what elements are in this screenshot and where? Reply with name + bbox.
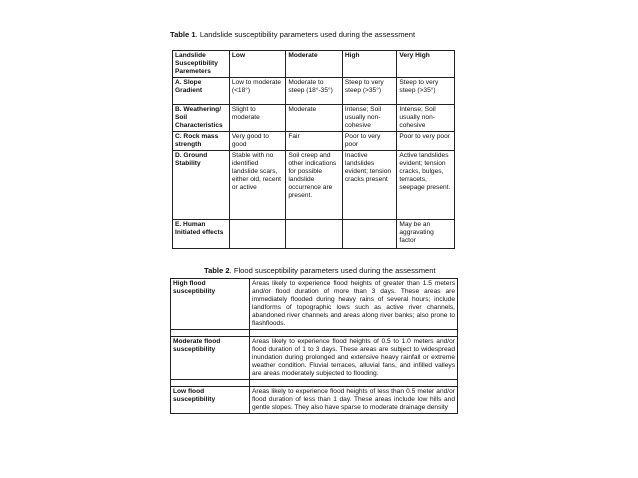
table1-caption-text: . Landslide susceptibility parameters used during the assessment [195,30,416,39]
param-cell: B. Weathering/ Soil Characteristics [173,105,230,132]
flood-level-label: Moderate flood susceptibility [171,337,250,380]
low-cell: Slight to moderate [229,105,285,132]
low-cell: Very good to good [229,132,285,151]
table-header-row [173,51,455,78]
param-cell: E. Human Initiated effects [173,220,230,249]
high-cell [342,220,397,249]
flood-susceptibility-table [170,278,458,414]
moderate-cell: Fair [286,132,343,151]
table-row [173,105,455,132]
table-row [171,387,458,414]
flood-level-label: High flood susceptibility [171,279,250,330]
moderate-cell: Moderate to steep (18°-35°) [286,78,343,105]
header-moderate: Moderate [286,51,343,78]
header-parameters: Landslide Susceptibility Paremeters [173,51,230,78]
very-high-cell: Poor to very poor [397,132,455,151]
table1-caption-label: Table 1 [170,30,196,39]
flood-level-description: Areas likely to experience flood heights of less than 0.5 meter and/or flood duration of less than 1 day. These areas include low hills and gentle slopes. They also have sparse to moderate drainage density [250,387,458,414]
very-high-cell: Intense; Soil usually non-cohesive [397,105,455,132]
row-spacer [171,380,458,387]
table-row [173,78,455,105]
param-cell: D. Ground Stability [173,151,230,220]
high-cell: Poor to very poor [342,132,397,151]
table2-caption-text: . Flood susceptibility parameters used during the assessment [229,266,436,275]
moderate-cell: Soil creep and other indications for possible landslide occurrence are present. [286,151,343,220]
row-spacer [171,330,458,337]
table-row [173,220,455,249]
table-row [173,132,455,151]
table2-caption-label: Table 2 [204,266,230,275]
table2-caption [204,266,436,275]
table-row [171,279,458,330]
flood-level-label: Low flood susceptibility [171,387,250,414]
flood-level-description: Areas likely to experience flood heights of 0.5 to 1.0 meters and/or flood duration of 1 to 3 days. These areas are subject to widespread inundation during prolonged and extensive heavy rainfall or extreme weather condition. Fluvial terraces, alluvial fans, and infilled valleys are areas moderately subjected to flooding. [250,337,458,380]
header-low: Low [229,51,285,78]
table-row [171,337,458,380]
high-cell: Inactive landslides evident; tension cracks present [342,151,397,220]
table1-caption [170,30,415,39]
moderate-cell: Moderate [286,105,343,132]
low-cell: Low to moderate (<18°) [229,78,285,105]
table-row [173,151,455,220]
very-high-cell: Active landslides evident; tension cracks, bulges, terracets, seepage present. [397,151,455,220]
param-cell: C. Rock mass strength [173,132,230,151]
header-very-high: Very High [397,51,455,78]
very-high-cell: May be an aggravating factor [397,220,455,249]
high-cell: Intense; Soil usually non-cohesive [342,105,397,132]
header-high: High [342,51,397,78]
param-cell: A. Slope Gradient [173,78,230,105]
flood-level-description: Areas likely to experience flood heights of greater than 1.5 meters and/or flood duration of more than 3 days. These areas are immediately flooded during heavy rains of several hours; include landforms of topographic lows such as active river channels, abandoned river channels and areas along river banks; also prone to flashfloods. [250,279,458,330]
low-cell [229,220,285,249]
very-high-cell: Steep to very steep (>35°) [397,78,455,105]
landslide-susceptibility-table [172,50,455,249]
high-cell: Steep to very steep (>35°) [342,78,397,105]
low-cell: Stable with no identified landslide scars, either old, recent or active [229,151,285,220]
moderate-cell [286,220,343,249]
